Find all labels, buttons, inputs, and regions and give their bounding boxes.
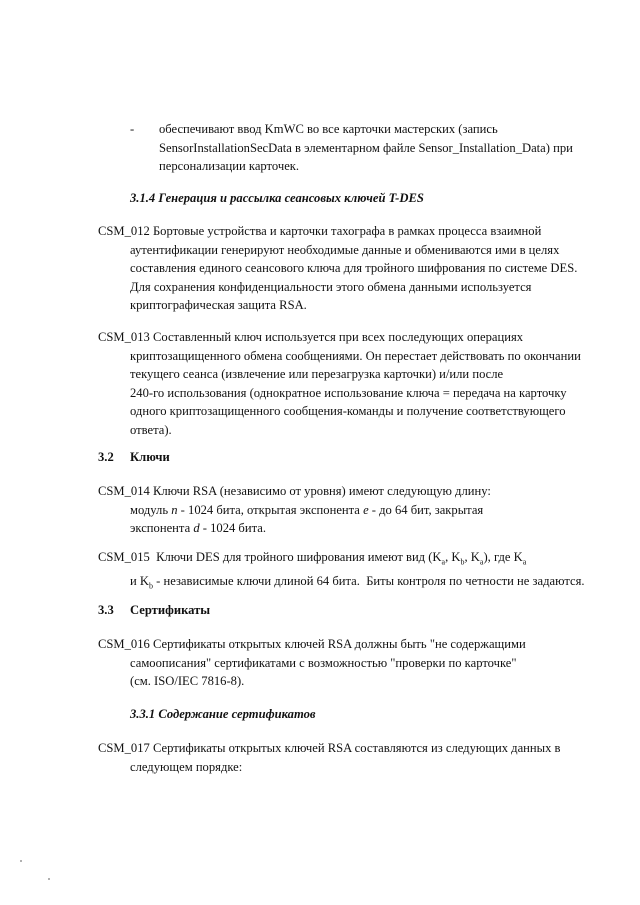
csm-017-line-1: CSM_017 Сертификаты открытых ключей RSA составляются из следующих данных в bbox=[98, 741, 561, 755]
csm-013-line-6: ответа). bbox=[130, 422, 172, 437]
scan-speck bbox=[48, 878, 50, 880]
csm-016-line-1: CSM_016 Сертификаты открытых ключей RSA должны быть "не содержащими bbox=[98, 637, 526, 651]
csm-014-line-2: модуль n - 1024 бита, открытая экспонента e - до 64 бит, закрытая bbox=[130, 502, 484, 517]
csm-016-line-2: самоописания" сертификатами с возможностью "проверки по карточке" bbox=[130, 655, 517, 670]
csm-013-line-2: криптозащищенного обмена сообщениями. Он перестает действовать по окончании bbox=[130, 348, 581, 363]
csm-016-line-3: (см. ISO/IEC 7816-8). bbox=[130, 674, 245, 689]
requirement-csm-016 bbox=[98, 635, 618, 691]
section-title-3-2: Ключи bbox=[130, 450, 170, 464]
csm-015-line-1: CSM_015 Ключи DES для тройного шифрования имеют вид ($K_a$, $K_b$, $K_a$), где $K_a$ bbox=[98, 550, 527, 567]
subsection-heading-3-3-1: 3.3.1 Содержание сертификатов bbox=[130, 707, 316, 721]
csm-013-line-4: 240-го использования (однократное использование ключа = передача на карточку bbox=[130, 385, 567, 400]
csm-017-line-2: следующем порядке: bbox=[130, 759, 243, 774]
csm-013-line-5: одного криптозащищенного сообщения-команды и получение соответствующего bbox=[130, 404, 566, 419]
csm-014-line-1: CSM_014 Ключи RSA (независимо от уровня) имеют следующую длину: bbox=[98, 484, 491, 498]
subsection-heading-3-1-4: 3.1.4 Генерация и рассылка сеансовых ключей T-DES bbox=[130, 191, 424, 205]
section-number-3-2: 3.2 bbox=[98, 450, 114, 464]
bullet-paragraph bbox=[159, 120, 609, 176]
csm-015-line-2: и $K_b$ - независимые ключи длиной 64 бита. Биты контроля по четности не задаются. bbox=[130, 574, 585, 591]
section-number-3-3: 3.3 bbox=[98, 603, 114, 617]
csm-012-line-2: аутентификации генерируют необходимые данные и обмениваются ими в целях bbox=[130, 242, 560, 257]
bullet-line-1: обеспечивают ввод KmWC во все карточки мастерских (запись bbox=[159, 122, 498, 136]
csm-012-line-3: составления единого сеансового ключа для тройного шифрования по системе DES. bbox=[130, 261, 578, 276]
scan-speck bbox=[20, 860, 22, 862]
csm-013-line-3: текущего сеанса (извлечение или перезагрузка карточки) и/или после bbox=[130, 367, 504, 382]
bullet-dash: - bbox=[130, 122, 135, 136]
section-title-3-3: Сертификаты bbox=[130, 603, 211, 617]
requirement-csm-013 bbox=[98, 328, 618, 440]
bullet-line-3: персонализации карточек. bbox=[159, 159, 300, 174]
requirement-csm-017 bbox=[98, 739, 628, 776]
csm-012-line-5: криптографическая защита RSA. bbox=[130, 298, 307, 313]
csm-012-line-4: Для сохранения конфиденциальности этого обмена данными используется bbox=[130, 279, 532, 294]
requirement-csm-015 bbox=[98, 548, 628, 596]
csm-012-line-1: CSM_012 Бортовые устройства и карточки тахографа в рамках процесса взаимной bbox=[98, 224, 542, 238]
requirement-csm-014 bbox=[98, 482, 618, 538]
csm-013-line-1: CSM_013 Составленный ключ используется при всех последующих операциях bbox=[98, 330, 524, 344]
bullet-line-2: SensorInstallationSecData в элементарном файле Sensor_Installation_Data) при bbox=[159, 140, 573, 155]
requirement-csm-012 bbox=[98, 222, 618, 315]
csm-014-line-3: экспонента d - 1024 бита. bbox=[130, 521, 266, 536]
